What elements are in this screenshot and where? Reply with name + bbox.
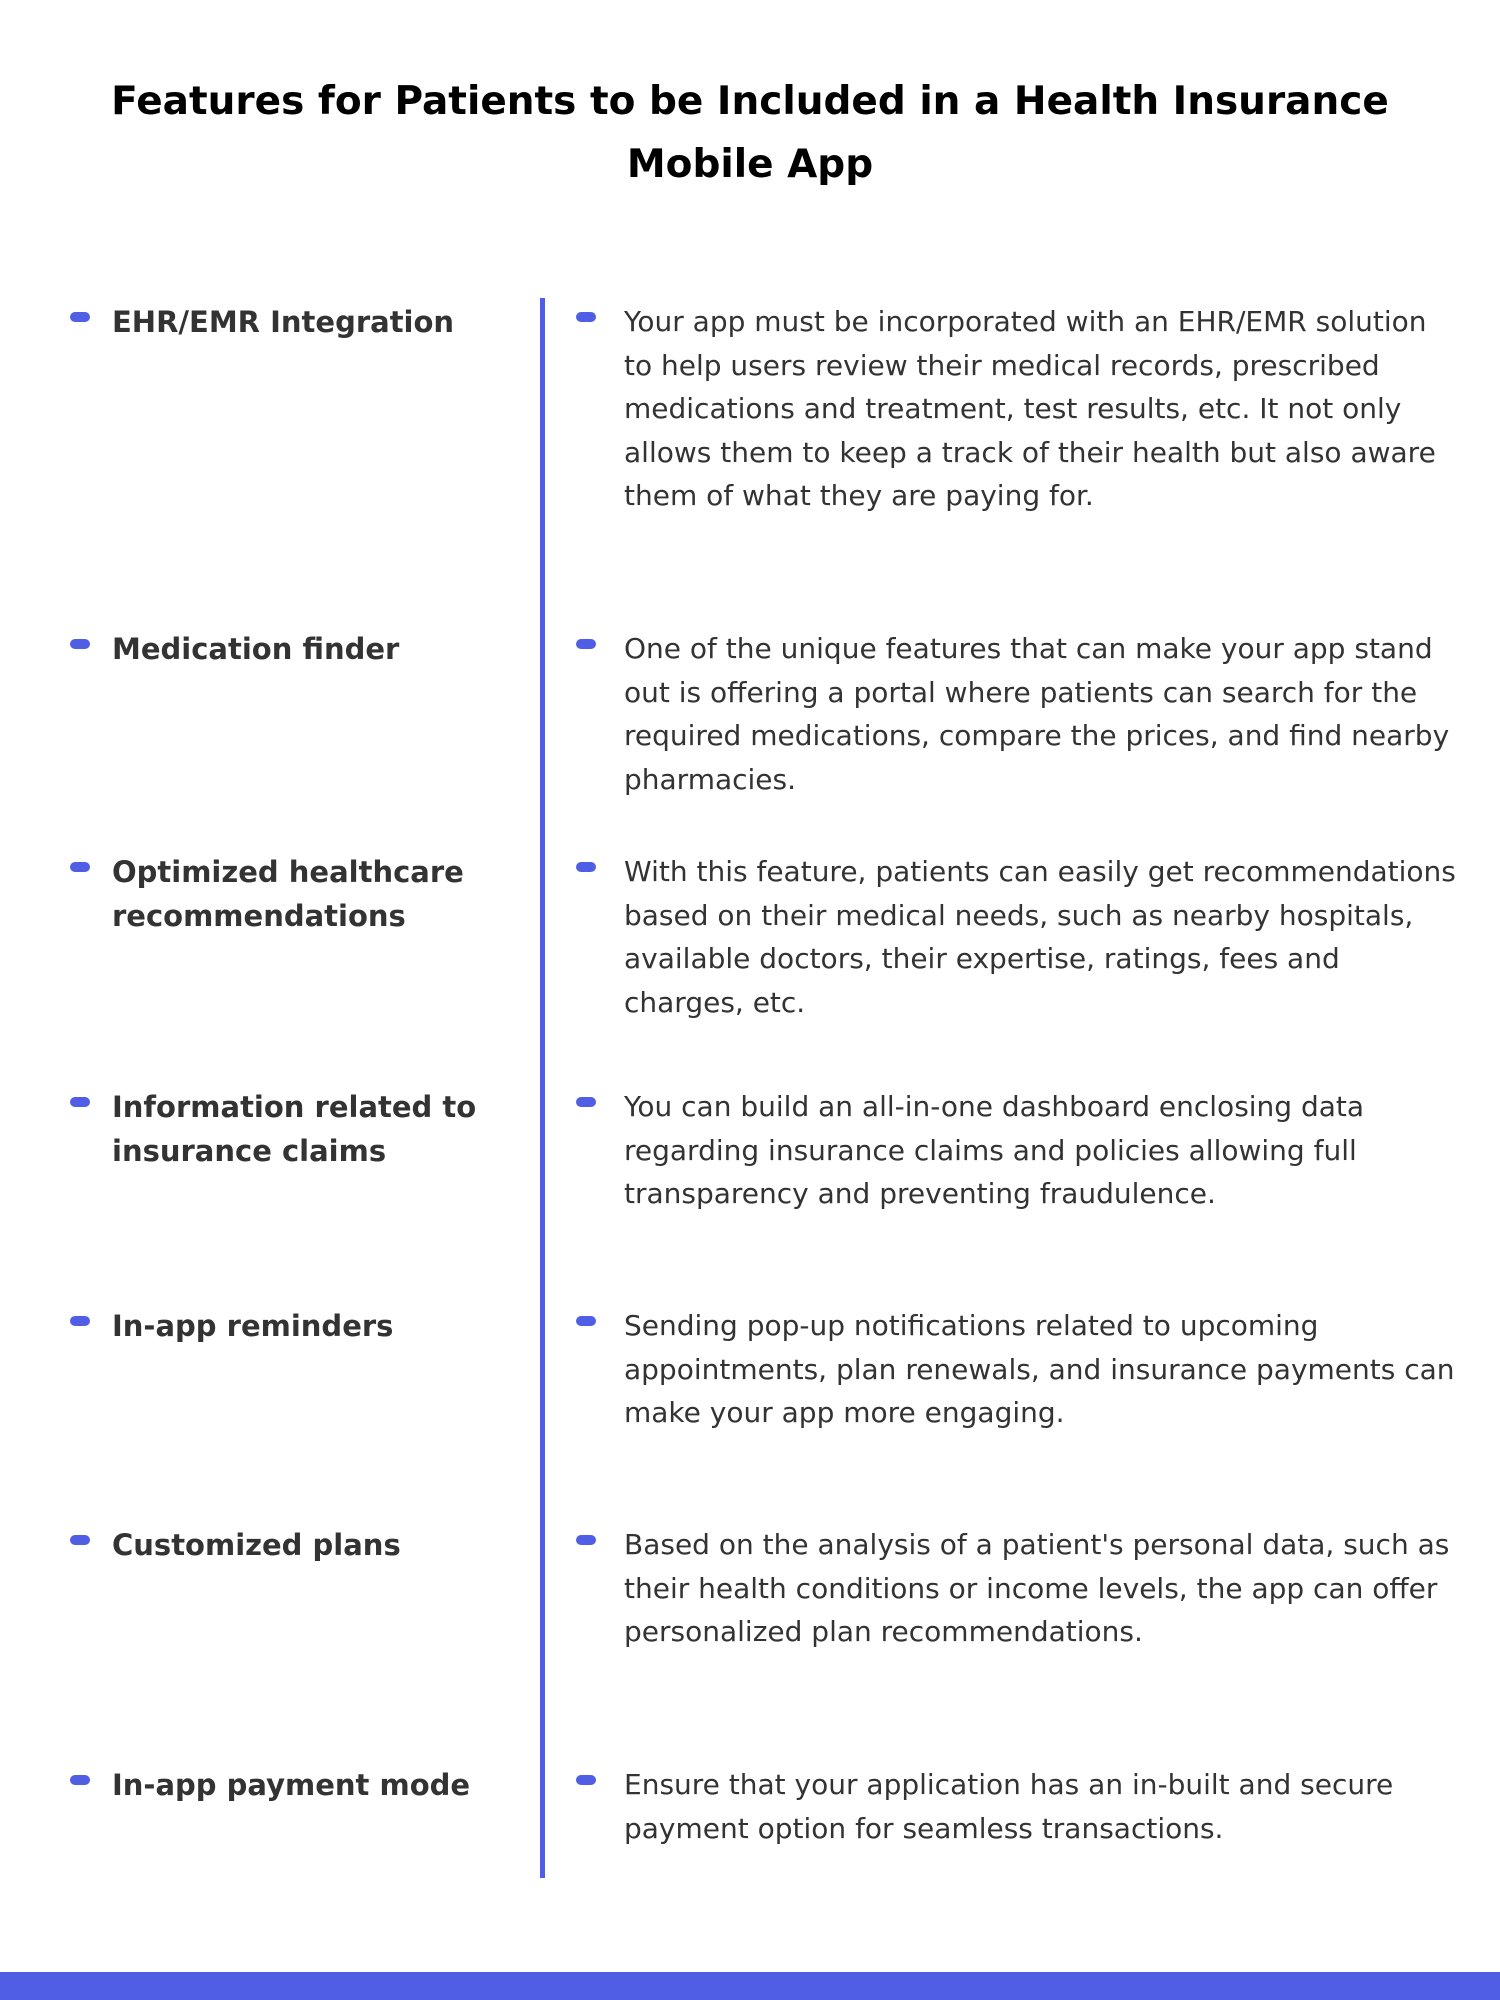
bullet-icon	[576, 1316, 596, 1326]
bullet-icon	[70, 1775, 90, 1785]
feature-item	[70, 1304, 490, 1348]
bullet-icon	[70, 1097, 90, 1107]
footer-bar	[0, 1972, 1500, 2000]
bullet-icon	[70, 639, 90, 649]
feature-description-text: Your app must be incorporated with an EHR/EMR solution to help users review their medical records, prescribed medications and treatment, test results, etc. It not only allows them to keep a track of their health but also aware them of what they are paying for.	[624, 305, 1436, 512]
feature-description-text: Based on the analysis of a patient's personal data, such as their health conditions or income levels, the app can offer personalized plan recommendations.	[624, 1528, 1450, 1648]
page-title: Features for Patients to be Included in a Health Insurance Mobile App	[111, 79, 1389, 187]
feature-description	[576, 1763, 1456, 1850]
feature-description	[576, 850, 1456, 1024]
feature-name: In-app payment mode	[112, 1768, 471, 1802]
bullet-icon	[70, 862, 90, 872]
bullet-icon	[576, 1775, 596, 1785]
feature-name: Information related to insurance claims	[112, 1090, 477, 1168]
feature-description-text: One of the unique features that can make your app stand out is offering a portal where patients can search for the required medications, compare the prices, and find nearby pharmacies.	[624, 632, 1450, 796]
bullet-icon	[70, 1316, 90, 1326]
bullet-icon	[576, 639, 596, 649]
bullet-icon	[70, 312, 90, 322]
feature-description	[576, 300, 1456, 518]
bullet-icon	[576, 1535, 596, 1545]
feature-description	[576, 1304, 1456, 1435]
feature-description	[576, 627, 1456, 801]
feature-name: In-app reminders	[112, 1309, 394, 1343]
bullet-icon	[576, 312, 596, 322]
feature-description-text: With this feature, patients can easily get recommendations based on their medical needs, such as nearby hospitals, available doctors, their expertise, ratings, fees and charges, etc.	[624, 855, 1456, 1019]
feature-item	[70, 1085, 490, 1173]
feature-description	[576, 1523, 1456, 1654]
feature-item	[70, 627, 490, 671]
feature-item	[70, 850, 490, 938]
bullet-icon	[576, 862, 596, 872]
feature-name: Medication finder	[112, 632, 400, 666]
feature-description-text: Sending pop-up notifications related to upcoming appointments, plan renewals, and insurance payments can make your app more engaging.	[624, 1309, 1455, 1429]
column-divider	[540, 298, 545, 1878]
feature-description	[576, 1085, 1456, 1216]
feature-item	[70, 1763, 490, 1807]
feature-item	[70, 1523, 490, 1567]
bullet-icon	[70, 1535, 90, 1545]
feature-name: Customized plans	[112, 1528, 401, 1562]
feature-description-text: You can build an all-in-one dashboard enclosing data regarding insurance claims and policies allowing full transparency and preventing fraudulence.	[624, 1090, 1365, 1210]
feature-name: Optimized healthcare recommendations	[112, 855, 464, 933]
feature-name: EHR/EMR Integration	[112, 305, 455, 339]
bullet-icon	[576, 1097, 596, 1107]
feature-description-text: Ensure that your application has an in-built and secure payment option for seamless transactions.	[624, 1768, 1394, 1845]
feature-item	[70, 300, 490, 344]
